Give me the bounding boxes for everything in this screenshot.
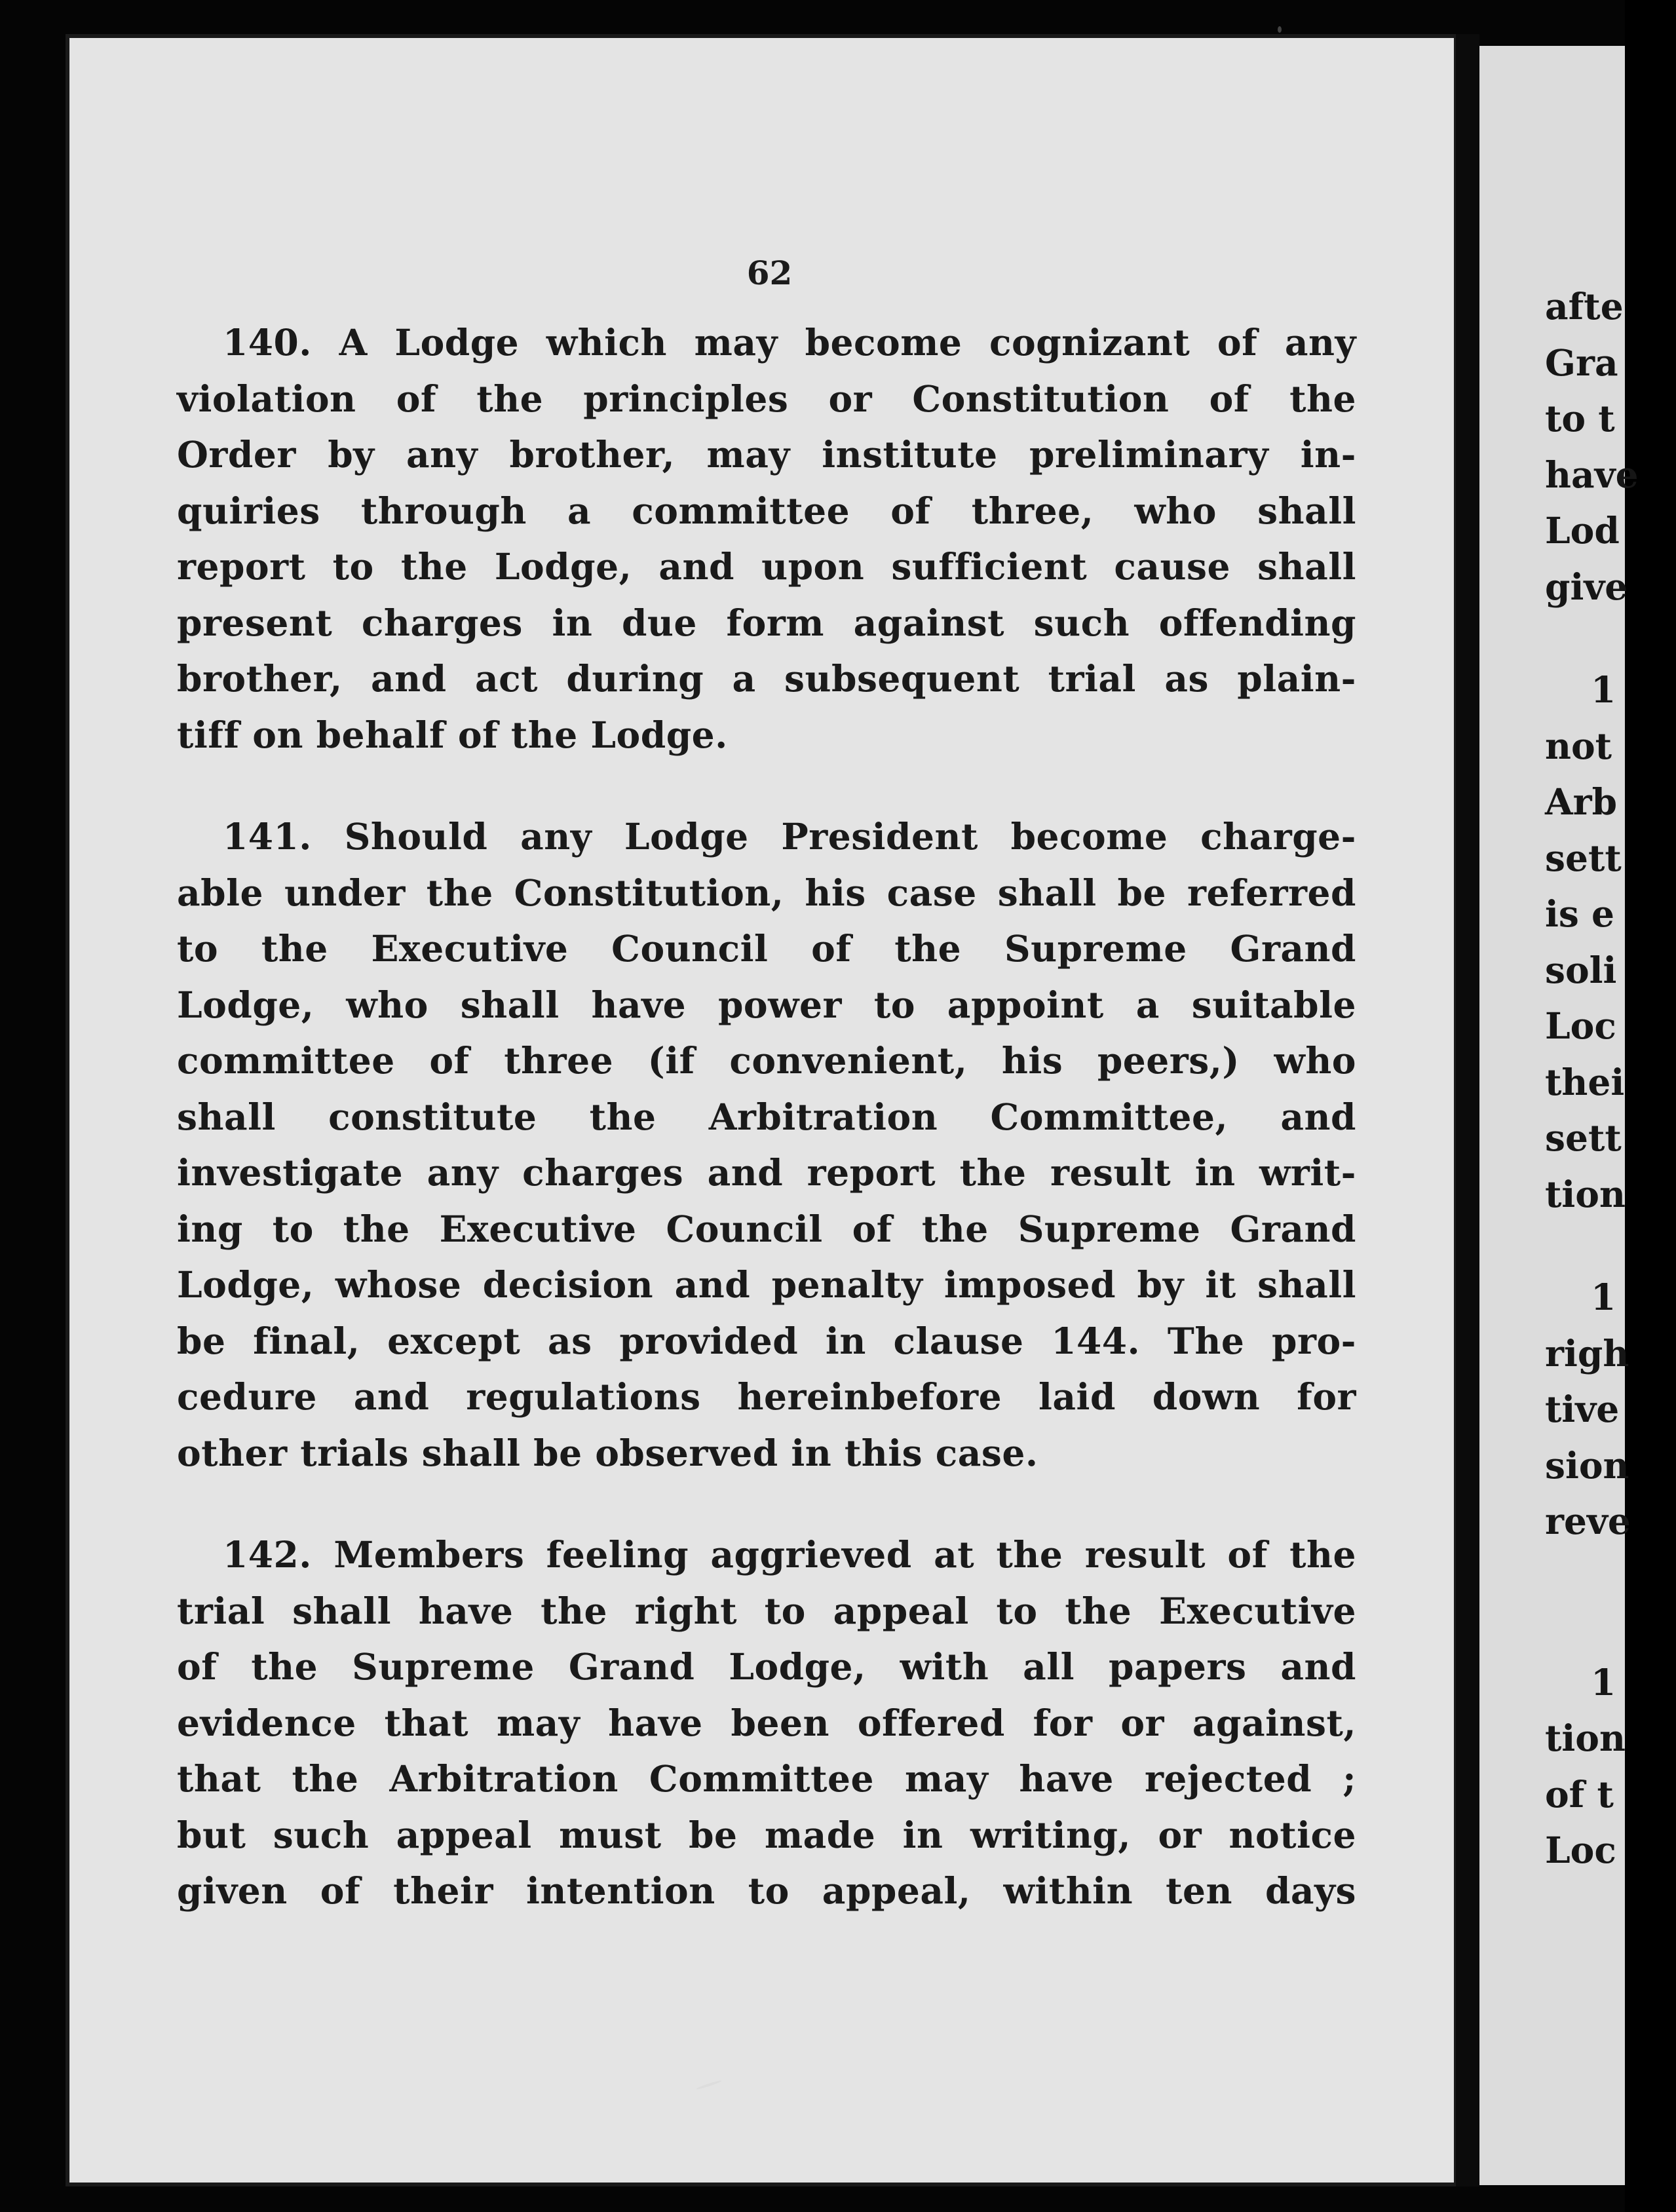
text-line: cedure and regulations hereinbefore laid down for <box>177 1375 1356 1418</box>
fragment-line: not <box>1545 724 1612 767</box>
fragment-line: Lod <box>1545 509 1620 552</box>
fragment-line: 1 <box>1591 1660 1616 1704</box>
text-line: quiries through a committee of three, who shall <box>177 489 1356 532</box>
text-line: 142. Members feeling aggrieved at the result of the <box>223 1533 1356 1576</box>
text-line: able under the Constitution, his case shall be referred <box>177 871 1356 914</box>
fragment-line: sett <box>1545 1116 1622 1159</box>
fragment-line: sion <box>1545 1443 1629 1487</box>
ink-speck <box>1278 26 1282 33</box>
fragment-line: Arb <box>1545 780 1618 823</box>
text-line: tiff on behalf of the Lodge. <box>177 713 728 756</box>
text-line: 140. A Lodge which may become cognizant of any <box>223 321 1356 364</box>
page-number: 62 <box>746 254 793 292</box>
text-line: committee of three (if convenient, his peers,) who <box>177 1039 1356 1082</box>
text-line: brother, and act during a subsequent trial as plain- <box>177 657 1356 700</box>
text-line: violation of the principles or Constitution of the <box>177 377 1356 420</box>
fragment-line: is e <box>1545 892 1614 935</box>
fragment-line: Gra <box>1545 341 1618 384</box>
fragment-line: of t <box>1545 1772 1614 1816</box>
fragment-line: righ <box>1545 1331 1629 1375</box>
text-line: Order by any brother, may institute preliminary in- <box>177 433 1356 476</box>
text-line: but such appeal must be made in writing, or notice <box>177 1813 1356 1856</box>
text-line: ing to the Executive Council of the Supreme Grand <box>177 1207 1356 1250</box>
fragment-line: reve <box>1545 1500 1631 1542</box>
text-line: be final, except as provided in clause 144. The pro- <box>177 1319 1356 1362</box>
fragment-line: tion <box>1545 1172 1626 1215</box>
fragment-line: 1 <box>1591 668 1616 711</box>
paragraph-140 <box>177 315 1356 763</box>
paragraph-141 <box>177 809 1356 1481</box>
text-line: evidence that may have been offered for or against, <box>177 1701 1356 1744</box>
fragment-line: Loc <box>1545 1829 1616 1871</box>
text-line: shall constitute the Arbitration Committee, and <box>177 1095 1356 1138</box>
page-body <box>177 315 1356 1965</box>
fragment-line: Loc <box>1545 1004 1616 1047</box>
text-line: to the Executive Council of the Supreme Grand <box>177 927 1356 970</box>
fragment-line: soli <box>1545 948 1617 991</box>
text-line: investigate any charges and report the result in writ- <box>177 1151 1356 1194</box>
text-line: present charges in due form against such offending <box>177 601 1356 644</box>
fragment-line: give <box>1545 565 1628 608</box>
facing-page-text <box>1545 278 1676 1878</box>
text-line: trial shall have the right to appeal to the Executive <box>177 1589 1356 1632</box>
facing-page <box>1479 46 1639 2185</box>
fragment-line: to t <box>1545 397 1615 440</box>
fragment-line: 1 <box>1591 1276 1616 1318</box>
text-line: of the Supreme Grand Lodge, with all papers and <box>177 1645 1356 1688</box>
fragment-line: have <box>1545 453 1639 496</box>
text-line: given of their intention to appeal, within ten days <box>177 1869 1356 1912</box>
paragraph-142 <box>177 1527 1356 1919</box>
text-line: Lodge, whose decision and penalty imposed by it shall <box>177 1263 1356 1306</box>
fragment-line: afte <box>1545 285 1624 328</box>
text-line: that the Arbitration Committee may have rejected ; <box>177 1757 1356 1800</box>
book-gutter <box>1456 34 1479 2186</box>
fragment-line: thei <box>1545 1060 1625 1103</box>
fragment-line: sett <box>1545 836 1622 879</box>
text-line: 141. Should any Lodge President become charge- <box>223 815 1356 858</box>
text-line: other trials shall be observed in this case. <box>177 1431 1038 1474</box>
text-line: Lodge, who shall have power to appoint a suitable <box>177 983 1356 1026</box>
fragment-line: tion <box>1545 1717 1626 1759</box>
fragment-line: tive <box>1545 1388 1620 1430</box>
text-line: report to the Lodge, and upon sufficient cause shall <box>177 545 1356 588</box>
